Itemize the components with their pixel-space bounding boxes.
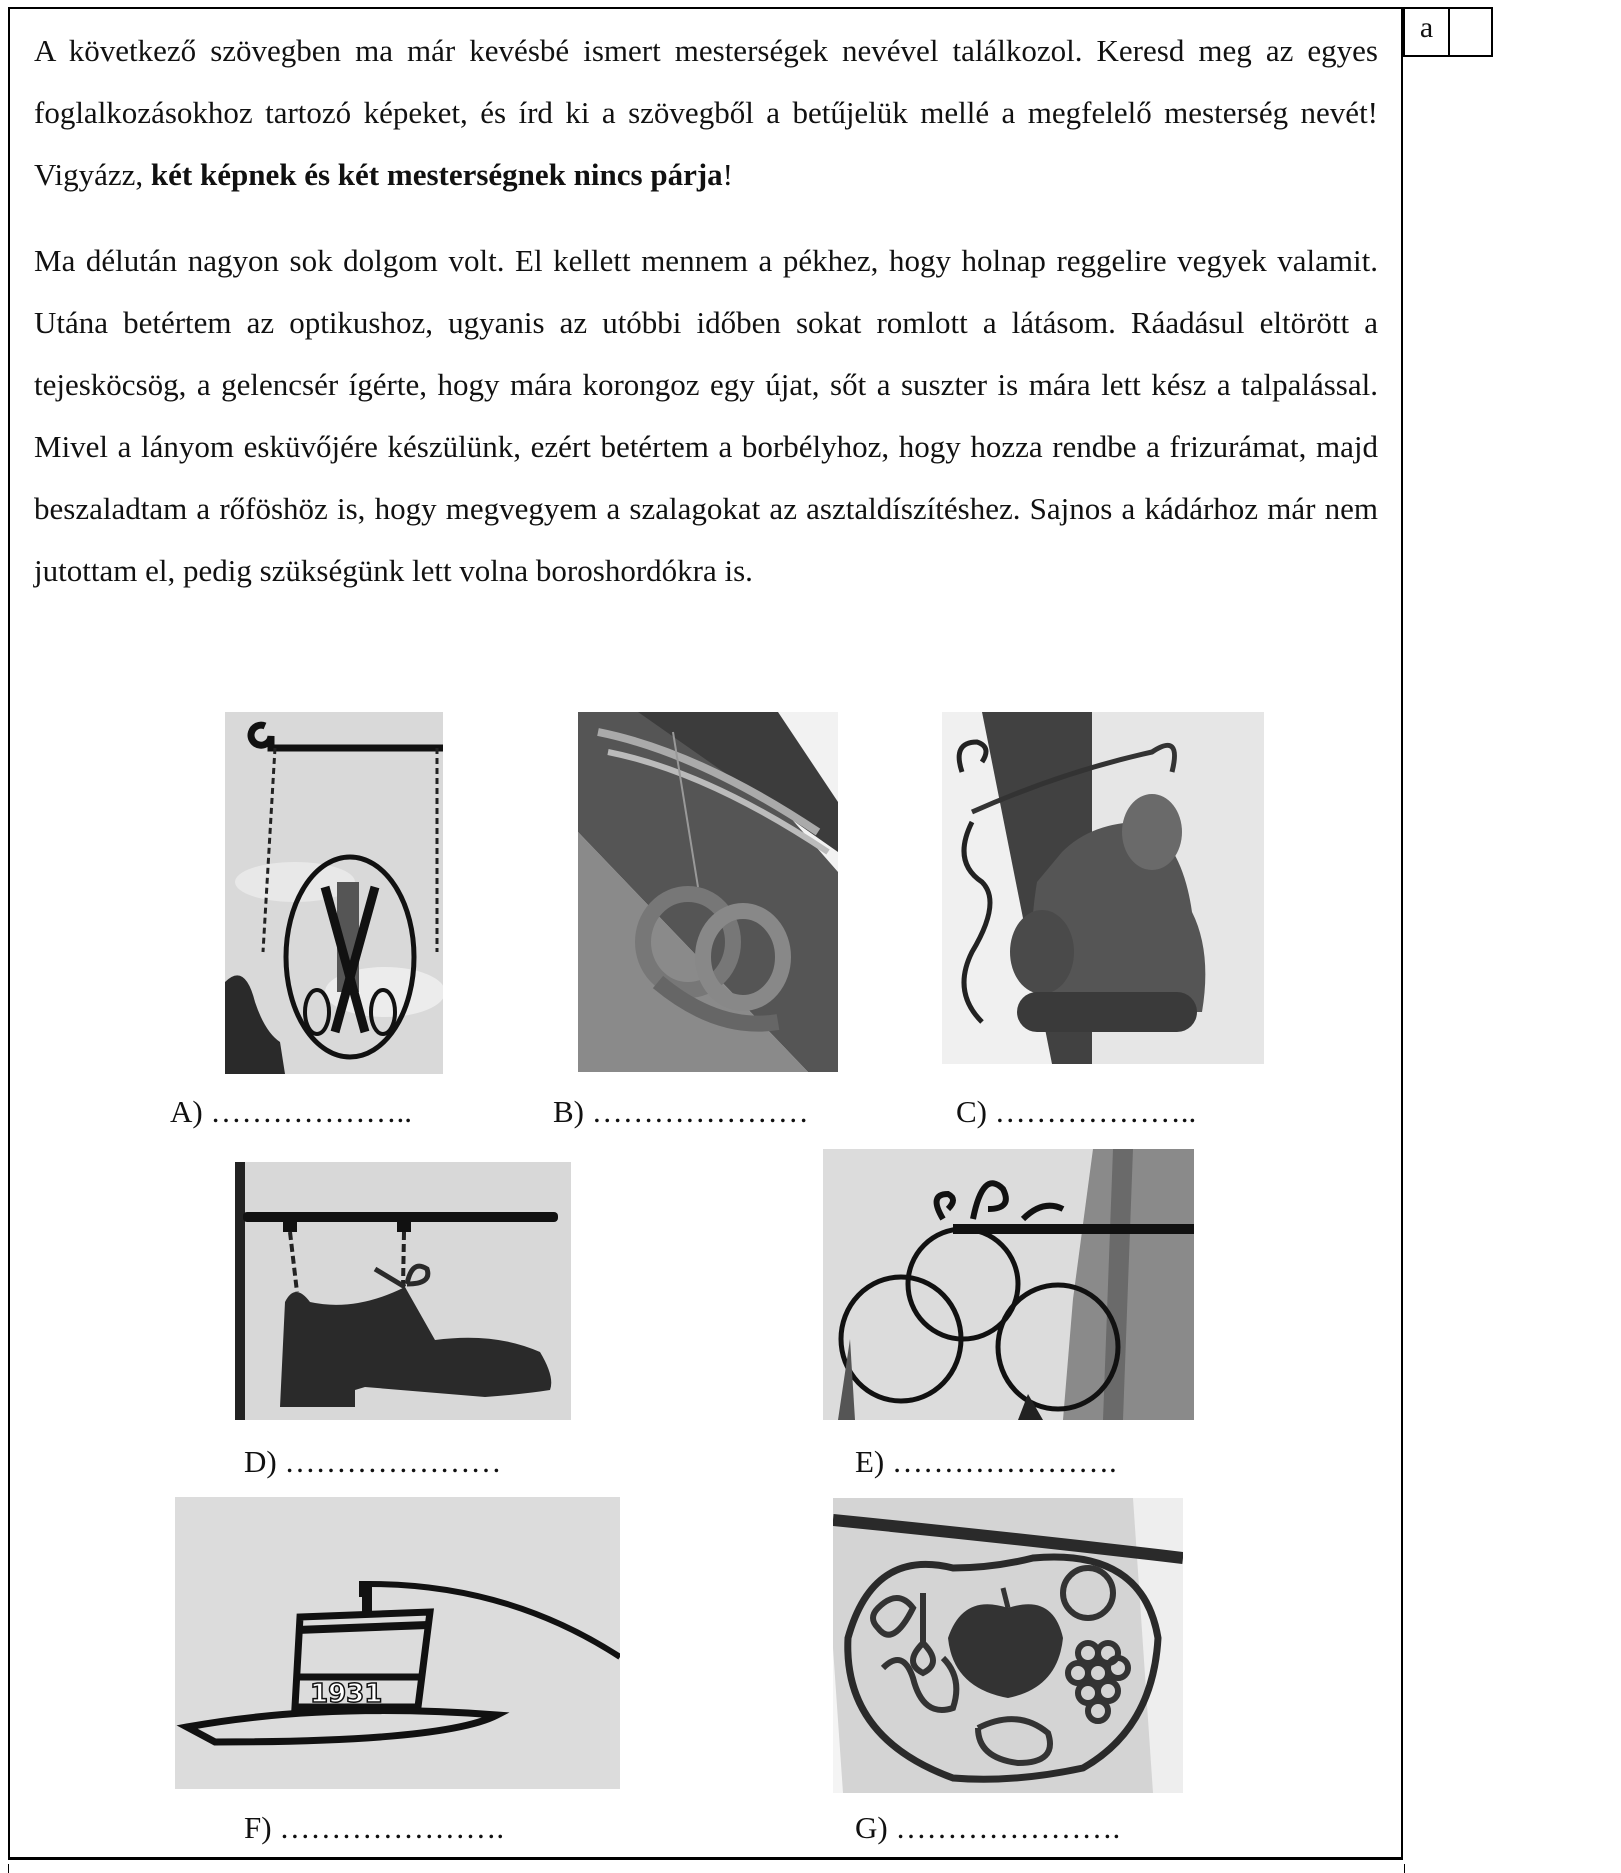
figure-e-answer-blank[interactable]: …………………. (892, 1444, 1117, 1479)
figure-f-caption (244, 1810, 504, 1846)
figure-b-caption (553, 1094, 809, 1130)
figure-g-answer-blank[interactable]: …………………. (895, 1810, 1121, 1845)
pretzel-sign-icon (578, 712, 838, 1072)
figure-e-caption (855, 1444, 1117, 1480)
figure-g-letter: G) (855, 1810, 888, 1845)
figure-c-caption (956, 1094, 1196, 1130)
figure-e-letter: E) (855, 1444, 885, 1479)
figure-a-caption (170, 1094, 412, 1130)
figure-d-caption (244, 1444, 501, 1480)
score-box (1403, 7, 1493, 57)
figure-c-letter: C) (956, 1094, 987, 1129)
figure-g-caption (855, 1810, 1120, 1846)
figure-g-fruit-sign-image (833, 1498, 1183, 1793)
barber-sign-icon (225, 712, 443, 1074)
apple-fruits-sign-icon (833, 1498, 1183, 1793)
figure-c-potter-sign-image (942, 712, 1264, 1064)
figure-d-answer-blank[interactable]: ………………… (284, 1444, 502, 1479)
figure-d-shoe-sign-image (235, 1162, 571, 1420)
top-hat-sign-icon (175, 1497, 620, 1789)
page-bottom-margin (8, 1864, 1405, 1873)
figure-f-answer-blank[interactable]: …………………. (279, 1810, 505, 1845)
figure-e-spectacles-sign-image (823, 1149, 1194, 1420)
figure-b-pretzel-sign-image (578, 712, 838, 1072)
instructions-warning: két képnek és két mesterségnek nincs párja (150, 157, 723, 192)
figure-d-letter: D) (244, 1444, 277, 1479)
score-input-cell[interactable] (1448, 9, 1491, 55)
instructions-end: ! (722, 157, 733, 192)
figure-b-letter: B) (553, 1094, 584, 1129)
figure-f-letter: F) (244, 1810, 272, 1845)
figure-f-hat-sign-image (175, 1497, 620, 1789)
story-paragraph: Ma délután nagyon sok dolgom volt. El kellett mennem a pékhez, hogy holnap reggelire vegyek valamit. Utána betértem az optikushoz, ugyanis az utóbbi időben sokat romlott a látásom. Ráadásul eltörött a tejesköcsög, a gelencsér ígérte, hogy mára korongoz egy újat, sőt a suszter is mára lett kész a talpalással. Mivel a lányom esküvőjére készülünk, ezért betértem a borbélyhoz, hogy hozza rendbe a frizurámat, majd beszaladtam a rőföshöz is, hogy megvegyem a szalagokat az asztaldíszítéshez. Sajnos a kádárhoz már nem jutottam el, pedig szükségünk lett volna boroshordókra is. (34, 243, 1378, 588)
figure-b-answer-blank[interactable]: ………………… (591, 1094, 809, 1129)
figure-c-answer-blank[interactable]: ……………….. (994, 1094, 1197, 1129)
hat-band-year: 1931 (310, 1679, 383, 1709)
score-label: a (1419, 11, 1434, 44)
potter-sign-icon (942, 712, 1264, 1064)
figure-a-barber-sign-image (225, 712, 443, 1074)
shoe-sign-icon (235, 1162, 571, 1420)
figure-a-answer-blank[interactable]: ……………….. (210, 1094, 412, 1129)
instructions-text: A következő szövegben ma már kevésbé ismert mesterségek nevével találkozol. Keresd meg az egyes foglalkozásokhoz tartozó képeket, és írd ki a szövegből a betűjelük mellé a megfelelő mesterség nevét! Vigyázz, (34, 33, 1378, 192)
spectacles-sign-icon (823, 1149, 1194, 1420)
instructions-paragraph (34, 20, 1378, 206)
figure-a-letter: A) (170, 1094, 203, 1129)
